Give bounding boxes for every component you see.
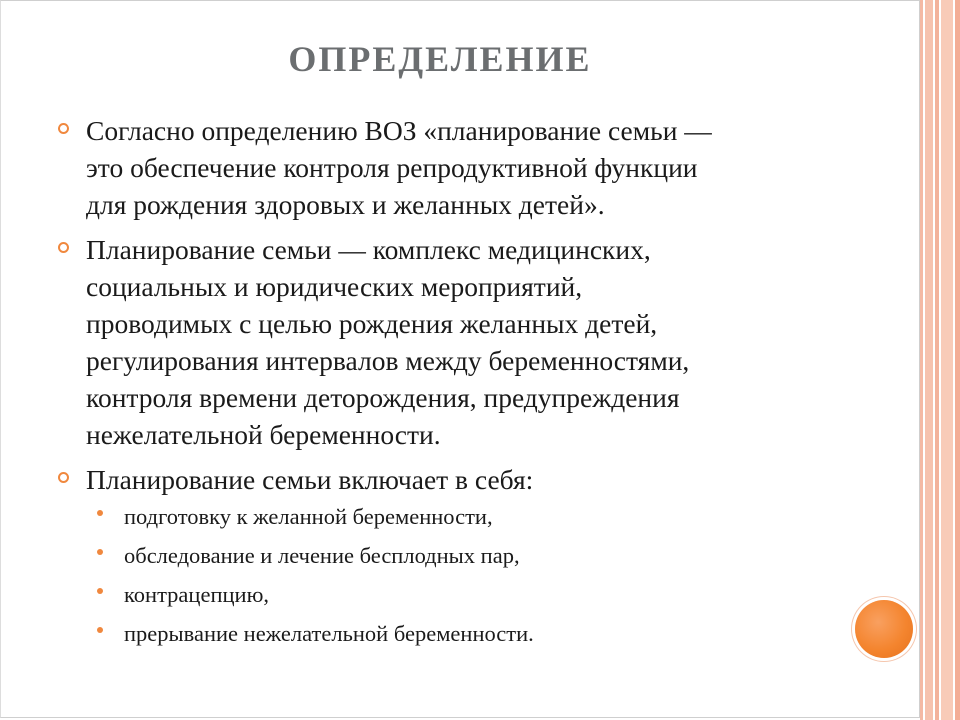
bullet-line: контроля времени деторождения, предупреждения xyxy=(86,382,680,413)
sub-list-item xyxy=(94,543,876,569)
ring-bullet-icon xyxy=(58,472,69,483)
orange-circle-decoration xyxy=(855,600,913,658)
dot-bullet-icon xyxy=(97,588,103,594)
sub-item-text: обследование и лечение бесплодных пар, xyxy=(124,543,520,568)
stripe xyxy=(920,0,923,720)
sub-item-text: прерывание нежелательной беременности. xyxy=(124,621,534,646)
bullet-item xyxy=(56,231,876,453)
sub-list-item xyxy=(94,621,876,647)
bullet-line: для рождения здоровых и желанных детей». xyxy=(86,189,605,220)
bullet-line: социальных и юридических мероприятий, xyxy=(86,271,583,302)
bullet-line: регулирования интервалов между беременностями, xyxy=(86,345,690,376)
sub-list-item xyxy=(94,504,876,530)
bullet-line: это обеспечение контроля репродуктивной функции xyxy=(86,152,698,183)
slide-content xyxy=(56,112,876,660)
stripe xyxy=(941,0,953,720)
bullet-line: Согласно определению ВОЗ «планирование семьи — xyxy=(86,115,712,146)
slide-title: ОПРЕДЕЛЕНИЕ xyxy=(288,39,592,79)
sub-item-text: подготовку к желанной беременности, xyxy=(124,504,493,529)
bullet-line: Планирование семьи — комплекс медицинских, xyxy=(86,234,651,265)
stripe xyxy=(925,0,933,720)
dot-bullet-icon xyxy=(97,627,103,633)
stripe xyxy=(935,0,939,720)
ring-bullet-icon xyxy=(58,242,69,253)
bullet-item xyxy=(56,112,876,223)
bullet-line: нежелательной беременности. xyxy=(86,419,441,450)
ring-bullet-icon xyxy=(58,123,69,134)
sub-list xyxy=(56,504,876,647)
stripe xyxy=(955,0,960,720)
sub-list-item xyxy=(94,582,876,608)
bullet-line: Планирование семьи включает в себя: xyxy=(86,464,534,495)
dot-bullet-icon xyxy=(97,549,103,555)
bullet-line: проводимых с целью рождения желанных детей, xyxy=(86,308,658,339)
sub-item-text: контрацепцию, xyxy=(124,582,270,607)
dot-bullet-icon xyxy=(97,510,103,516)
bullet-item xyxy=(56,461,876,498)
decorative-stripes xyxy=(920,0,960,720)
